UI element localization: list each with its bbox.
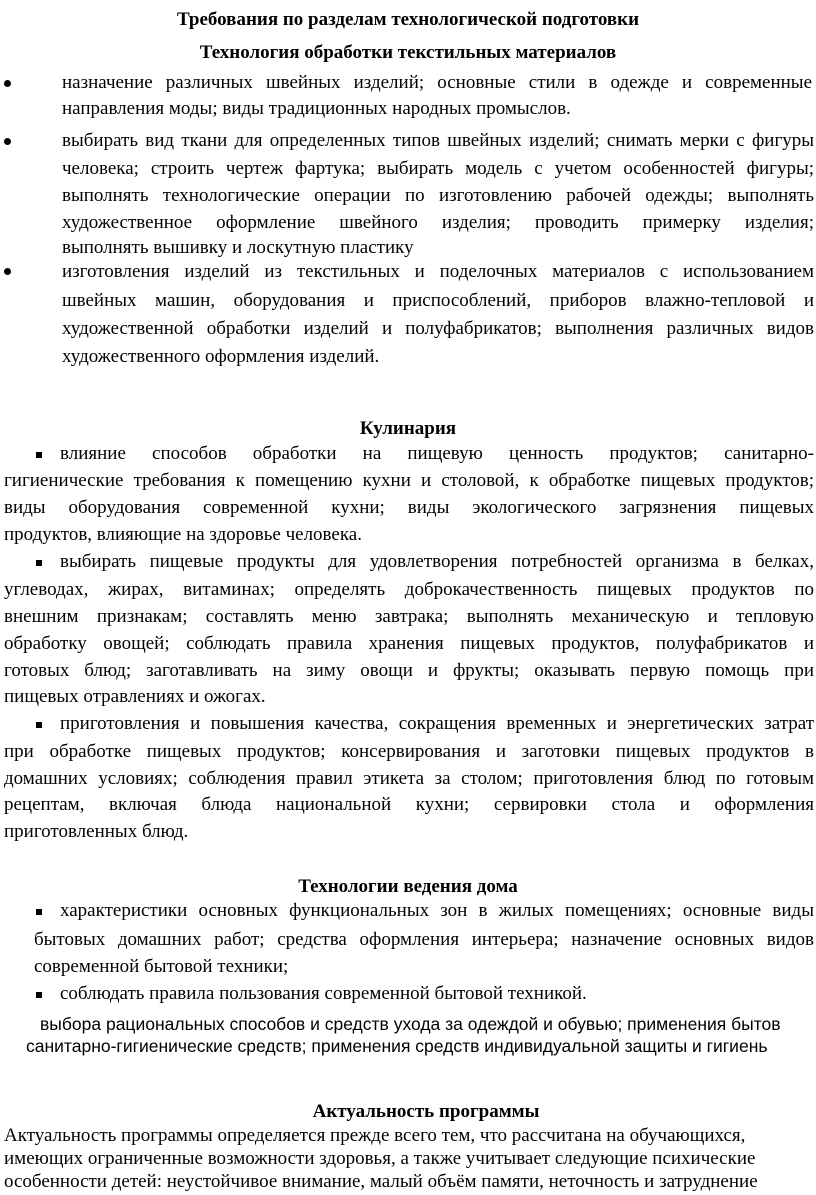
bullet-dot-icon [4,80,11,87]
bullet-square-icon [36,560,42,566]
bullet-square-icon [36,992,42,998]
bullet-square-icon [36,909,42,915]
cooking-item2-line4: обработку овощей; соблюдать правила хранения пищевых продуктов, полуфабрикатов и [4,633,814,654]
cooking-item2-line3: внешним признакам; составлять меню завтрака; выполнять механическую и тепловую [4,606,814,627]
cooking-item1-line2: гигиенические требования к помещению кухни и столовой, к обработке пищевых продуктов; [4,470,814,491]
textile-heading: Технология обработки текстильных материалов [199,42,617,63]
textile-item3-line3: художественной обработки изделий и полуфабрикатов; выполнения различных видов [62,318,814,339]
cooking-item3-line5: приготовленных блюд. [4,821,189,842]
cooking-item2-line1: выбирать пищевые продукты для удовлетворения потребностей организма в белках, [60,551,814,572]
textile-item2-line2: человека; строить чертеж фартука; выбирать модель с учетом особенностей фигуры; [62,158,814,179]
textile-item3-line1: изготовления изделий из текстильных и поделочных материалов с использованием [62,261,814,282]
bullet-dot-icon [4,138,11,145]
relevance-heading: Актуальность программы [312,1101,540,1122]
cooking-item2-line5: готовых блюд; заготавливать на зиму овощи и фрукты; оказывать первую помощь при [4,660,814,681]
cooking-item3-line2: при обработке пищевых продуктов; консервирования и заготовки пищевых продуктов в [4,741,814,762]
home-item1-line2: бытовых домашних работ; средства оформления интерьера; назначение основных видов [34,929,814,950]
cooking-item3-line3: домашних условиях; соблюдения правил этикета за столом; приготовления блюд по готовым [4,768,814,789]
textile-item2-line3: выполнять технологические операции по изготовлению рабочей одежды; выполнять [62,185,814,206]
bullet-dot-icon [4,268,11,275]
home-item1-line3: современной бытовой техники; [34,956,289,977]
cooking-item3-line1: приготовления и повышения качества, сокращения временных и энергетических затрат [60,713,814,734]
textile-item2-line1: выбирать вид ткани для определенных типов швейных изделий; снимать мерки с фигуры [62,130,814,151]
home-item1-line1: характеристики основных функциональных зон в жилых помещениях; основные виды [60,900,814,921]
textile-item3-line2: швейных машин, оборудования и приспособлений, приборов влажно-тепловой и [62,290,814,311]
textile-item2-line4: художественное оформление швейного изделия; проводить примерку изделия; [62,212,814,233]
textile-item2-line5: выполнять вышивку и лоскутную пластику [62,237,414,258]
home-para-line1: выбора рациональных способов и средств ухода за одеждой и обувью; применения бытов [40,1014,781,1034]
cooking-item1-line4: продуктов, влияющие на здоровье человека. [4,524,362,545]
cooking-item1-line1: влияние способов обработки на пищевую ценность продуктов; санитарно- [60,443,814,464]
relevance-line3: особенности детей: неустойчивое внимание, малый объём памяти, неточность и затруднение [4,1171,758,1192]
relevance-line1: Актуальность программы определяется прежде всего тем, что рассчитана на обучающихся, [4,1125,746,1146]
textile-item1-line1: назначение различных швейных изделий; основные стили в одежде и современные [62,72,812,93]
textile-item3-line4: художественного оформления изделий. [62,346,380,367]
main-heading: Требования по разделам технологической подготовки [176,9,640,30]
cooking-item3-line4: рецептам, включая блюда национальной кухни; сервировки стола и оформления [4,794,814,815]
bullet-square-icon [36,452,42,458]
relevance-line2: имеющих ограниченные возможности здоровья, а также учитывает следующие психические [4,1148,756,1169]
home-item2-line1: соблюдать правила пользования современной бытовой техникой. [60,983,587,1004]
textile-item1-line2: направления моды; виды традиционных народных промыслов. [62,98,571,119]
cooking-item1-line3: виды оборудования современной кухни; виды экологического загрязнения пищевых [4,497,814,518]
cooking-item2-line2: углеводах, жирах, витаминах; определять доброкачественность пищевых продуктов по [4,579,814,600]
bullet-square-icon [36,722,42,728]
cooking-item2-line6: пищевых отравлениях и ожогах. [4,686,266,707]
cooking-heading: Кулинария [359,418,457,439]
home-para-line2: санитарно-гигиенические средств; применения средств индивидуальной защиты и гигиень [26,1036,768,1056]
home-heading: Технологии ведения дома [298,876,518,897]
